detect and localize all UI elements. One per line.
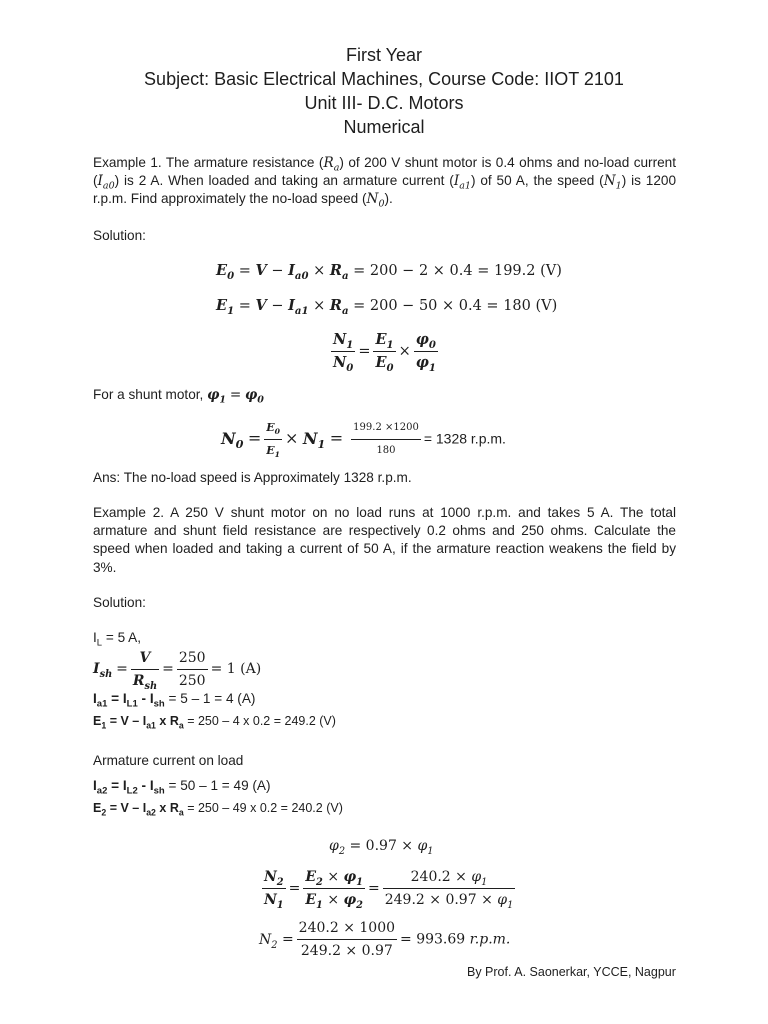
example1-statement: Example 1. The armature resistance $(R_a)$ of 200 V shunt motor is 0.4 ohms and no-load current $(I_{a0})$ is 2 A. When loaded and taking an armature current $(I_{a1})$ of 50 A, the speed $(N_1)$ is 1200 r.p.m. Find approximately the no-load speed $(N_0)$. [93, 155, 677, 211]
equation-phi2: $\varphi_2 = 0.97 \times \varphi_1$ [329, 838, 434, 857]
shunt-motor-statement: For a shunt motor, $\varphi_1 = \varphi_0$ [93, 387, 264, 406]
e2-calc: $E_2 = V - I_{a2}$ x $R_a = 250 - 49$ x 0.2 = 240.2 (V) [93, 801, 343, 818]
equation-e0: $E_0 = V - I_{a0} \times R_a = 200 - 2 \times 0.4 = 199.2$ (V) [216, 262, 562, 282]
e1-calc: $E_1 = V - I_{a1}$ x $R_a = 250 - 4$ x 0.2 = 249.2 (V) [93, 714, 336, 731]
ia1-calc: $I_{a1} = I_{L1} - I_{sh} = 5 - 1 = 4$ (A) [93, 691, 256, 710]
header-year: First Year [345, 45, 423, 65]
equation-n2-result: $N_2$ = $\frac{240.2 \times 1000}{249.2 \times 0.97}$ = 993.69 r.p.m. [259, 920, 511, 959]
ia2-calc: $I_{a2} = I_{L2} - I_{sh} = 50 - 1 = 49$ (A) [93, 778, 271, 797]
header-subject: Subject: Basic Electrical Machines, Course Code: IIOT 2101 [144, 69, 624, 89]
armature-current-on-load-label: Armature current on load [93, 753, 244, 768]
answer-example1: Ans: The no-load speed is Approximately 1328 r.p.m. [93, 470, 412, 485]
solution-label-2: Solution: [93, 595, 146, 610]
equation-e1: $E_1 = V - I_{a1} \times R_a = 200 - 50 \times 0.4 = 180$ (V) [216, 297, 558, 317]
header-numerical: Numerical [343, 117, 425, 137]
solution-label-1: Solution: [93, 228, 146, 243]
header-unit: Unit III- D.C. Motors [304, 93, 464, 113]
equation-n0: $N_0$ = $\frac{E_0}{E_1}$ × $N_1$ = $\frac{199.2 \times 1200}{180}$ = 1328 r.p.m. [221, 418, 506, 461]
equation-ish: $I_{sh}$ = $\frac{V}{R_{sh}}$ = $\frac{250}{250}$ = 1 (A) [93, 650, 262, 692]
equation-speed-ratio: $\frac{N_1}{N_0}$ = $\frac{E_1}{E_0}$ × $\frac{\varphi_0}{\varphi_1}$ [333, 331, 436, 374]
il-value: $I_L = 5$ A, [93, 630, 142, 649]
footer-author: By Prof. A. Saonerkar, YCCE, Nagpur [467, 965, 676, 979]
equation-n2-ratio: $\frac{N_2}{N_1}$ = $\frac{E_2 \times \varphi_1}{E_1 \times \varphi_2}$ = $\frac{240.2 \times \varphi_1}{249.2 \times 0.97 \times \varphi_1}$ [264, 869, 514, 911]
example2-statement: Example 2. A 250 V shunt motor on no load runs at 1000 r.p.m. and takes 5 A. The total armature and shunt field resistance are respectively 0.2 ohms and 250 ohms. Calculate the speed when loaded and taking a current of 50 A, if the armature reaction weakens the field by 3%. [93, 505, 676, 575]
